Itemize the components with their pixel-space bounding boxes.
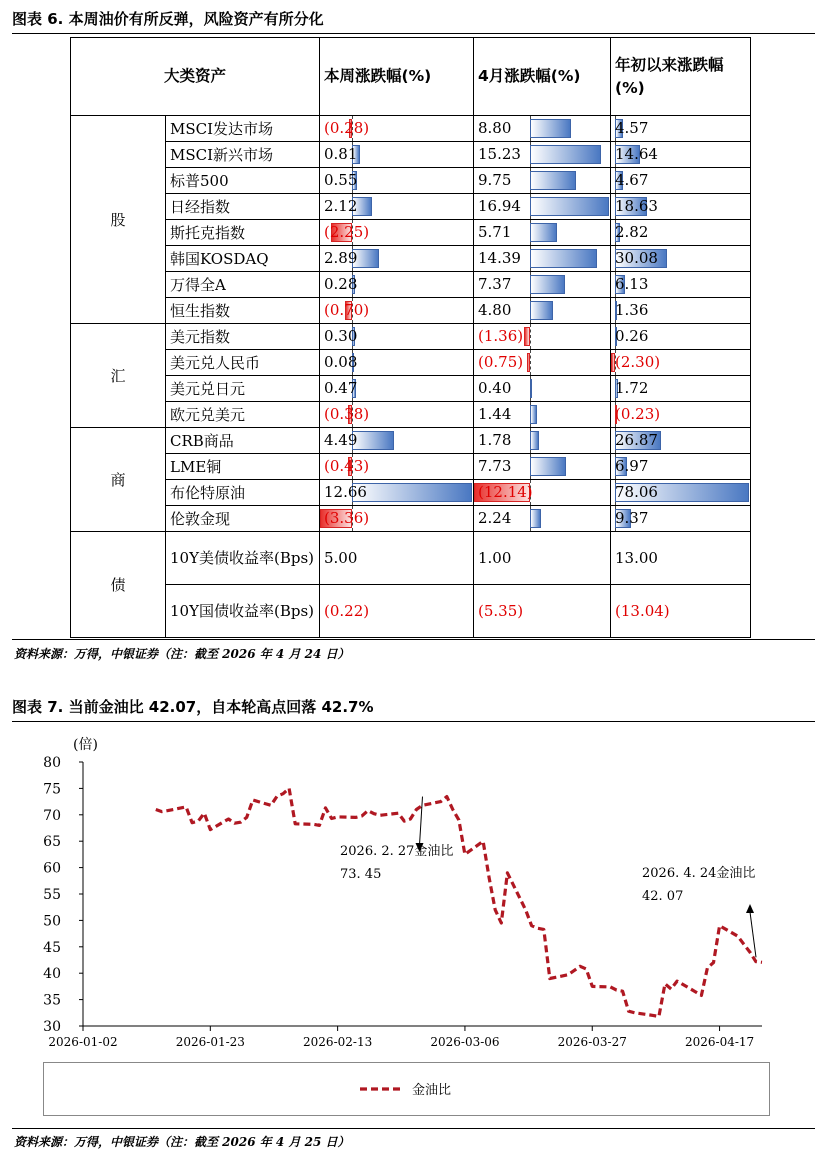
table-row: [71, 585, 751, 638]
chart-bottom-rule: [12, 1128, 815, 1129]
data-bar: [530, 431, 538, 450]
value-cell: [320, 428, 474, 454]
value-cell: [320, 220, 474, 246]
asset-name-cell: 标普500: [166, 168, 320, 194]
value-text: 14.64: [615, 145, 658, 163]
data-bar: [530, 249, 597, 268]
value-cell: [611, 585, 751, 638]
value-cell: [474, 116, 611, 142]
table-row: [71, 168, 751, 194]
asset-name-cell: 万得全A: [166, 272, 320, 298]
y-tick-label: 40: [43, 966, 61, 983]
y-tick-label: 45: [43, 939, 61, 956]
table-header-row: [71, 38, 751, 116]
value-cell: [474, 324, 611, 350]
asset-name-cell: 伦敦金现: [166, 506, 320, 532]
value-cell: [474, 402, 611, 428]
value-text: 15.23: [478, 145, 521, 163]
table-row: [71, 298, 751, 324]
chart-legend-box: [43, 1062, 770, 1116]
table-row: [71, 194, 751, 220]
data-bar: [527, 353, 530, 372]
y-tick-label: 75: [43, 781, 61, 798]
value-cell: [320, 324, 474, 350]
value-cell: [320, 376, 474, 402]
value-text: (0.22): [324, 602, 370, 620]
asset-name-cell: 布伦特原油: [166, 480, 320, 506]
value-text: 8.80: [478, 119, 512, 137]
data-bar: [530, 405, 537, 424]
y-tick-label: 55: [43, 887, 61, 903]
header-weekly-change: 本周涨跌幅(%): [320, 38, 474, 116]
x-tick-label: 2026-01-23: [175, 1035, 245, 1049]
asset-class-cell: 商: [71, 428, 166, 532]
value-cell: [611, 168, 751, 194]
value-text: 78.06: [615, 483, 658, 501]
value-text: 0.08: [324, 353, 358, 371]
value-cell: [474, 480, 611, 506]
value-cell: [320, 454, 474, 480]
value-text: 9.37: [615, 509, 649, 527]
value-cell: [611, 142, 751, 168]
table-row: [71, 428, 751, 454]
table-row: [71, 480, 751, 506]
value-cell: [611, 532, 751, 585]
annotation-arrow-2: [750, 912, 756, 957]
data-bar: [530, 457, 566, 476]
value-cell: [474, 454, 611, 480]
value-cell: [320, 272, 474, 298]
asset-name-cell: 美元兑人民币: [166, 350, 320, 376]
data-bar: [530, 379, 532, 398]
asset-name-cell: 日经指数: [166, 194, 320, 220]
value-text: 0.47: [324, 379, 358, 397]
annotation-label-2: 2026. 4. 24金油比: [642, 866, 756, 881]
header-asset-class: 大类资产: [71, 38, 320, 116]
value-cell: [611, 454, 751, 480]
y-tick-label: 80: [43, 755, 61, 771]
value-text: 6.13: [615, 275, 649, 293]
value-text: 0.55: [324, 171, 358, 189]
data-bar: [530, 509, 540, 528]
annotation-value: 73. 45: [340, 867, 382, 882]
value-cell: [611, 220, 751, 246]
value-cell: [320, 142, 474, 168]
value-cell: [320, 402, 474, 428]
value-cell: [320, 532, 474, 585]
value-cell: [474, 532, 611, 585]
value-text: (2.25): [324, 223, 370, 241]
value-text: 5.71: [478, 223, 512, 241]
data-bar: [530, 171, 575, 190]
annotation-label: 2026. 2. 27金油比: [340, 844, 454, 859]
x-tick-label: 2026-04-17: [684, 1035, 755, 1049]
asset-name-cell: CRB商品: [166, 428, 320, 454]
data-bar: [530, 275, 564, 294]
y-tick-label: 60: [43, 860, 61, 877]
value-cell: [320, 480, 474, 506]
value-text: 5.00: [324, 549, 358, 567]
value-text: 4.49: [324, 431, 358, 449]
value-text: 14.39: [478, 249, 521, 267]
y-tick-label: 50: [43, 913, 61, 930]
y-tick-label: 35: [43, 992, 61, 1009]
value-cell: [320, 585, 474, 638]
y-tick-label: 30: [43, 1019, 61, 1035]
x-tick-label: 2026-02-13: [303, 1035, 373, 1049]
asset-name-cell: 欧元兑美元: [166, 402, 320, 428]
value-cell: [320, 246, 474, 272]
value-text: 13.00: [615, 549, 658, 567]
header-april-change: 4月涨跌幅(%): [474, 38, 611, 116]
value-cell: [611, 480, 751, 506]
value-cell: [474, 428, 611, 454]
asset-name-cell: 恒生指数: [166, 298, 320, 324]
value-text: 7.37: [478, 275, 512, 293]
value-text: (0.70): [324, 301, 370, 319]
data-bar: [530, 301, 552, 320]
x-tick-label: 2026-03-27: [557, 1035, 627, 1049]
table-row: [71, 532, 751, 585]
table-row: [71, 246, 751, 272]
asset-name-cell: 10Y美债收益率(Bps): [166, 532, 320, 585]
asset-class-cell: 汇: [71, 324, 166, 428]
value-text: 4.80: [478, 301, 512, 319]
asset-name-cell: MSCI新兴市场: [166, 142, 320, 168]
value-text: (0.38): [324, 405, 370, 423]
value-text: 1.44: [478, 405, 512, 423]
value-cell: [611, 272, 751, 298]
data-bar: [530, 223, 557, 242]
value-text: (1.36): [478, 327, 524, 345]
table-row: [71, 402, 751, 428]
asset-name-cell: 10Y国债收益率(Bps): [166, 585, 320, 638]
annotation-value-2: 42. 07: [642, 889, 684, 904]
asset-class-cell: 股: [71, 116, 166, 324]
value-cell: [320, 168, 474, 194]
value-text: (0.23): [615, 405, 661, 423]
value-text: 1.00: [478, 549, 512, 567]
y-tick-label: 70: [43, 807, 61, 824]
value-text: (13.04): [615, 602, 670, 620]
annotation-arrow: [420, 797, 423, 845]
value-cell: [320, 194, 474, 220]
value-text: 4.67: [615, 171, 649, 189]
value-text: 4.57: [615, 119, 649, 137]
value-text: (3.36): [324, 509, 370, 527]
value-cell: [611, 402, 751, 428]
x-tick-label: 2026-03-06: [430, 1035, 500, 1049]
value-text: 1.72: [615, 379, 649, 397]
value-text: 1.78: [478, 431, 512, 449]
data-bar: [530, 197, 609, 216]
asset-name-cell: 韩国KOSDAQ: [166, 246, 320, 272]
value-text: (0.28): [324, 119, 370, 137]
asset-name-cell: MSCI发达市场: [166, 116, 320, 142]
legend-label: 金油比: [412, 1083, 452, 1098]
table-row: [71, 454, 751, 480]
asset-name-cell: 美元指数: [166, 324, 320, 350]
table-row: [71, 142, 751, 168]
value-text: 2.24: [478, 509, 512, 527]
figure-6-source: 资料来源：万得，中银证券（注：截至 2026 年 4 月 24 日）: [14, 647, 350, 661]
value-text: 16.94: [478, 197, 521, 215]
table-bottom-rule: [12, 639, 815, 640]
value-cell: [611, 506, 751, 532]
value-cell: [474, 142, 611, 168]
table-row: [71, 272, 751, 298]
data-bar: [530, 119, 571, 138]
value-cell: [611, 194, 751, 220]
asset-class-cell: 债: [71, 532, 166, 638]
value-text: (5.35): [478, 602, 524, 620]
value-text: 0.30: [324, 327, 358, 345]
value-cell: [474, 506, 611, 532]
value-cell: [474, 376, 611, 402]
value-cell: [611, 116, 751, 142]
x-tick-label: 2026-01-02: [48, 1035, 118, 1049]
value-text: 0.26: [615, 327, 649, 345]
y-axis-unit: (倍): [73, 737, 98, 753]
value-text: (2.30): [615, 353, 661, 371]
data-bar: [530, 145, 601, 164]
value-cell: [611, 376, 751, 402]
y-tick-label: 65: [43, 834, 61, 851]
table-row: [71, 376, 751, 402]
value-text: 18.63: [615, 197, 658, 215]
value-cell: [474, 272, 611, 298]
value-text: 30.08: [615, 249, 658, 267]
value-cell: [611, 324, 751, 350]
value-text: 2.12: [324, 197, 358, 215]
value-text: 6.97: [615, 457, 649, 475]
asset-performance-table: [70, 37, 751, 638]
value-cell: [474, 220, 611, 246]
table-row: [71, 350, 751, 376]
table-row: [71, 220, 751, 246]
value-cell: [474, 194, 611, 220]
asset-name-cell: LME铜: [166, 454, 320, 480]
value-cell: [320, 298, 474, 324]
data-bar: [352, 431, 395, 450]
value-cell: [474, 585, 611, 638]
data-bar: [352, 483, 472, 502]
value-text: 2.82: [615, 223, 649, 241]
figure-6-title: 图表 6. 本周油价有所反弹，风险资产有所分化: [12, 10, 324, 28]
value-cell: [611, 428, 751, 454]
value-text: 0.81: [324, 145, 358, 163]
value-cell: [320, 506, 474, 532]
table-row: [71, 116, 751, 142]
value-text: (12.14): [478, 483, 533, 501]
value-cell: [474, 298, 611, 324]
title-rule: [12, 33, 815, 34]
value-text: 9.75: [478, 171, 512, 189]
value-cell: [474, 350, 611, 376]
annotation-arrowhead-2: [746, 904, 754, 913]
figure-7-source: 资料来源：万得，中银证券（注：截至 2026 年 4 月 25 日）: [14, 1135, 350, 1149]
value-cell: [611, 246, 751, 272]
zero-axis-line: [530, 350, 531, 375]
value-cell: [611, 298, 751, 324]
asset-name-cell: 美元兑日元: [166, 376, 320, 402]
value-text: 0.28: [324, 275, 358, 293]
value-cell: [320, 350, 474, 376]
value-text: 2.89: [324, 249, 358, 267]
asset-name-cell: 斯托克指数: [166, 220, 320, 246]
zero-axis-line: [530, 324, 531, 349]
value-cell: [611, 350, 751, 376]
value-cell: [320, 116, 474, 142]
table-row: [71, 324, 751, 350]
table-row: [71, 506, 751, 532]
value-text: 12.66: [324, 483, 367, 501]
value-text: 26.87: [615, 431, 658, 449]
value-text: (0.43): [324, 457, 370, 475]
value-text: 0.40: [478, 379, 512, 397]
value-text: (0.75): [478, 353, 524, 371]
data-bar: [524, 327, 530, 346]
value-text: 7.73: [478, 457, 512, 475]
figure-7-title: 图表 7. 当前金油比 42.07，自本轮高点回落 42.7%: [12, 698, 374, 716]
header-ytd-change: 年初以来涨跌幅(%): [611, 38, 751, 116]
value-cell: [474, 168, 611, 194]
value-text: 1.36: [615, 301, 649, 319]
value-cell: [474, 246, 611, 272]
